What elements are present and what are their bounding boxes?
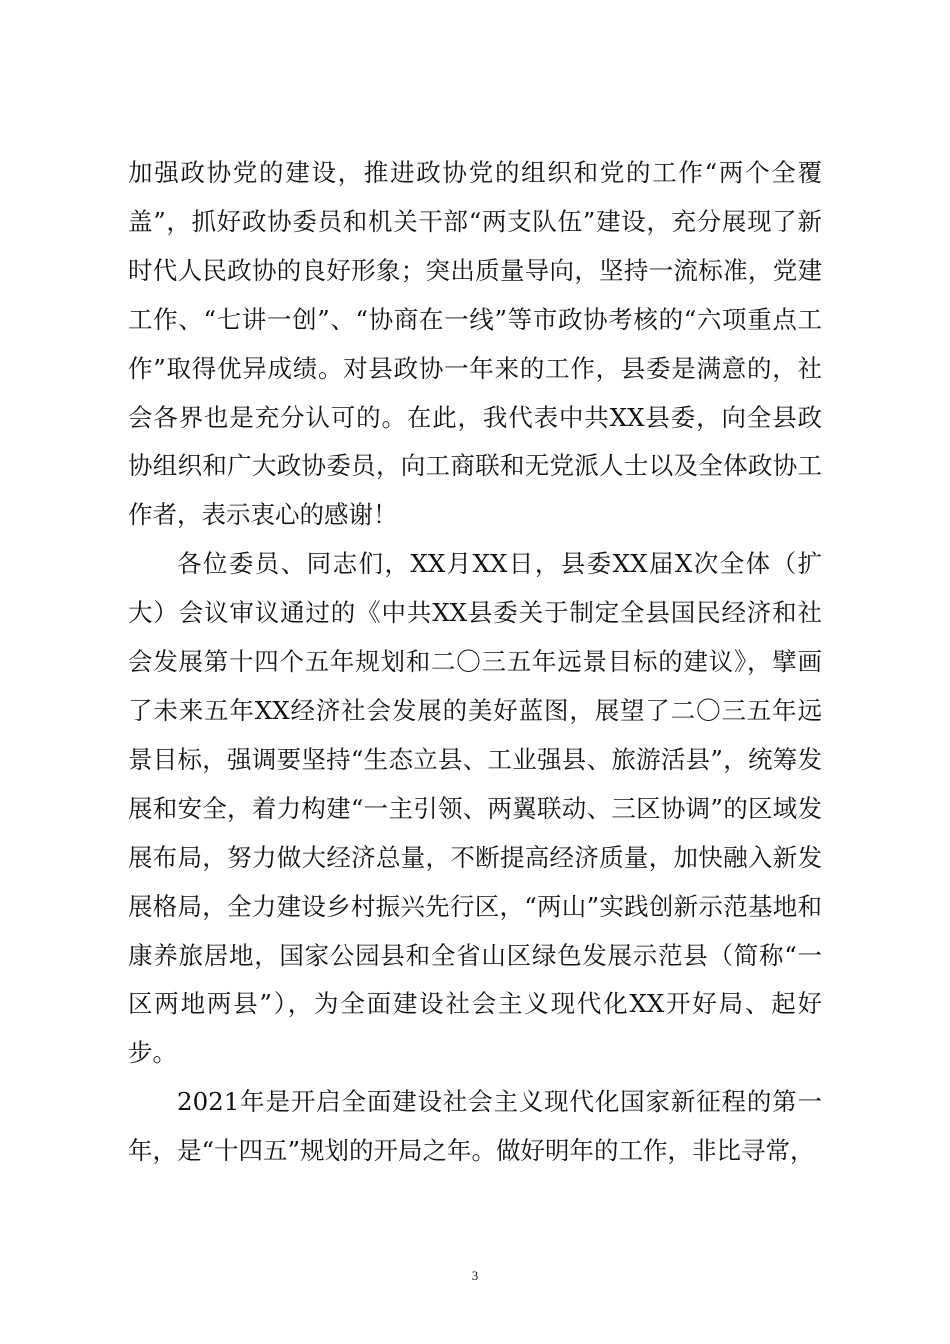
- page-number: 3: [471, 1268, 479, 1283]
- document-body: [128, 149, 822, 1176]
- paragraph-continuation: 加强政协党的建设，推进政协党的组织和党的工作“两个全覆盖”，抓好政协委员和机关干部“两支队伍”建设，充分展现了新时代人民政协的良好形象；突出质量导向，坚持一流标准，党建工作、“七讲一创”、“协商在一线”等市政协考核的“六项重点工作”取得优异成绩。对县政协一年来的工作，县委是满意的，社会各界也是充分认可的。在此，我代表中共XX县委，向全县政协组织和广大政协委员，向工商联和无党派人士以及全体政协工作者，表示衷心的感谢！: [128, 158, 822, 530]
- paragraph-plan-proposal: 各位委员、同志们，XX月XX日，县委XX届X次全体（扩大）会议审议通过的《中共XX县委关于制定全县国民经济和社会发展第十四个五年规划和二〇三五年远景目标的建议》，擘画了未来五年XX经济社会发展的美好蓝图，展望了二〇三五年远景目标，强调要坚持“生态立县、工业强县、旅游活县”，统筹发展和安全，着力构建“一主引领、两翼联动、三区协调”的区域发展布局，努力做大经济总量，不断提高经济质量，加快融入新发展格局，全力建设乡村振兴先行区，“两山”实践创新示范基地和康养旅居地，国家公园县和全省山区绿色发展示范县（简称“一区两地两县”），为全面建设社会主义现代化XX开好局、起好步。: [128, 549, 822, 1068]
- paragraph-2021: 2021年是开启全面建设社会主义现代化国家新征程的第一年，是“十四五”规划的开局之年。做好明年的工作，非比寻常，: [128, 1087, 822, 1166]
